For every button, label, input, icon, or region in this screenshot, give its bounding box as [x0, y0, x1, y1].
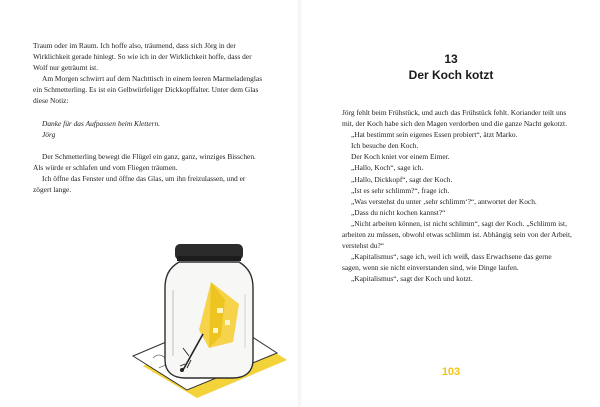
right-text-block — [342, 107, 572, 285]
note-signature: Jörg — [42, 129, 56, 139]
jar-lid — [175, 244, 243, 261]
right-paragraph-5: „Hallo, Koch“, sage ich. — [351, 163, 424, 173]
left-text-block — [33, 40, 265, 195]
right-page — [302, 0, 600, 407]
note-line-1: Danke für das Aufpassen beim Klettern. — [42, 118, 161, 128]
right-paragraph-6: „Hallo, Dickkopf“, sagt der Koch. — [351, 174, 453, 184]
left-paragraph-1: Traum oder im Raum. Ich hoffe also, träumend, dass sich Jörg in der Wirklichkeit gerade hinlegt. So wie ich in der Wirklichkeit hoffe, dass der Wolf nur geträumt ist. — [33, 41, 252, 73]
right-paragraph-3: Ich besuche den Koch. — [351, 141, 419, 151]
right-paragraph-1: Jörg fehlt beim Frühstück, und auch das Frühstück fehlt. Koriander teilt uns mit, der Koch habe sich den Magen verdorben und die ganze Nacht gekotzt. — [342, 108, 567, 129]
page-number: 103 — [441, 366, 461, 378]
right-paragraph-12: „Kapitalismus“, sagt der Koch und kotzt. — [351, 274, 473, 284]
left-paragraph-4: Ich öffne das Fenster und öffne das Glas, um ihn freizulassen, und er zögert lange. — [33, 174, 246, 195]
right-paragraph-10: „Nicht arbeiten können, ist nicht schlimm“, sagt der Koch. „Schlimm ist, arbeiten zu müssen, obwohl etwas schlimm ist. Abhängig sein von der Arbeit, verstehst du?“ — [342, 218, 572, 251]
right-paragraph-11: „Kapitalismus“, sage ich, weil ich weiß, dass Erwachsene das gerne sagen, wenn sie nicht einverstanden sind, wie Dinge laufen. — [342, 252, 552, 273]
right-paragraph-8: „Was verstehst du unter ‚sehr schlimm‘?“, antwortet der Koch. — [351, 196, 537, 206]
right-paragraph-2: „Hat bestimmt sein eigenes Essen probiert“, ätzt Marko. — [351, 130, 518, 140]
butterfly-jar-illustration — [125, 238, 295, 398]
left-paragraph-2: Am Morgen schwirrt auf dem Nachttisch in einem leeren Marmeladenglas ein Schmetterling. Es ist ein Gelbwürfeliger Dickkopffalter. Unter dem Glas diese Notiz: — [33, 74, 263, 106]
chapter-title: Der Koch kotzt — [408, 68, 494, 82]
right-paragraph-9: „Dass du nicht kochen kannst?“ — [351, 207, 446, 217]
left-page — [0, 0, 298, 407]
chapter-number: 13 — [444, 52, 458, 66]
left-paragraph-3: Der Schmetterling bewegt die Flügel ein ganz, ganz, winziges Bisschen. Als würde er schlafen und vom Fliegen träumen. — [33, 151, 256, 173]
right-paragraph-7: „Ist es sehr schlimm?“, frage ich. — [351, 185, 450, 195]
right-paragraph-4: Der Koch kniet vor einem Eimer. — [351, 152, 450, 162]
